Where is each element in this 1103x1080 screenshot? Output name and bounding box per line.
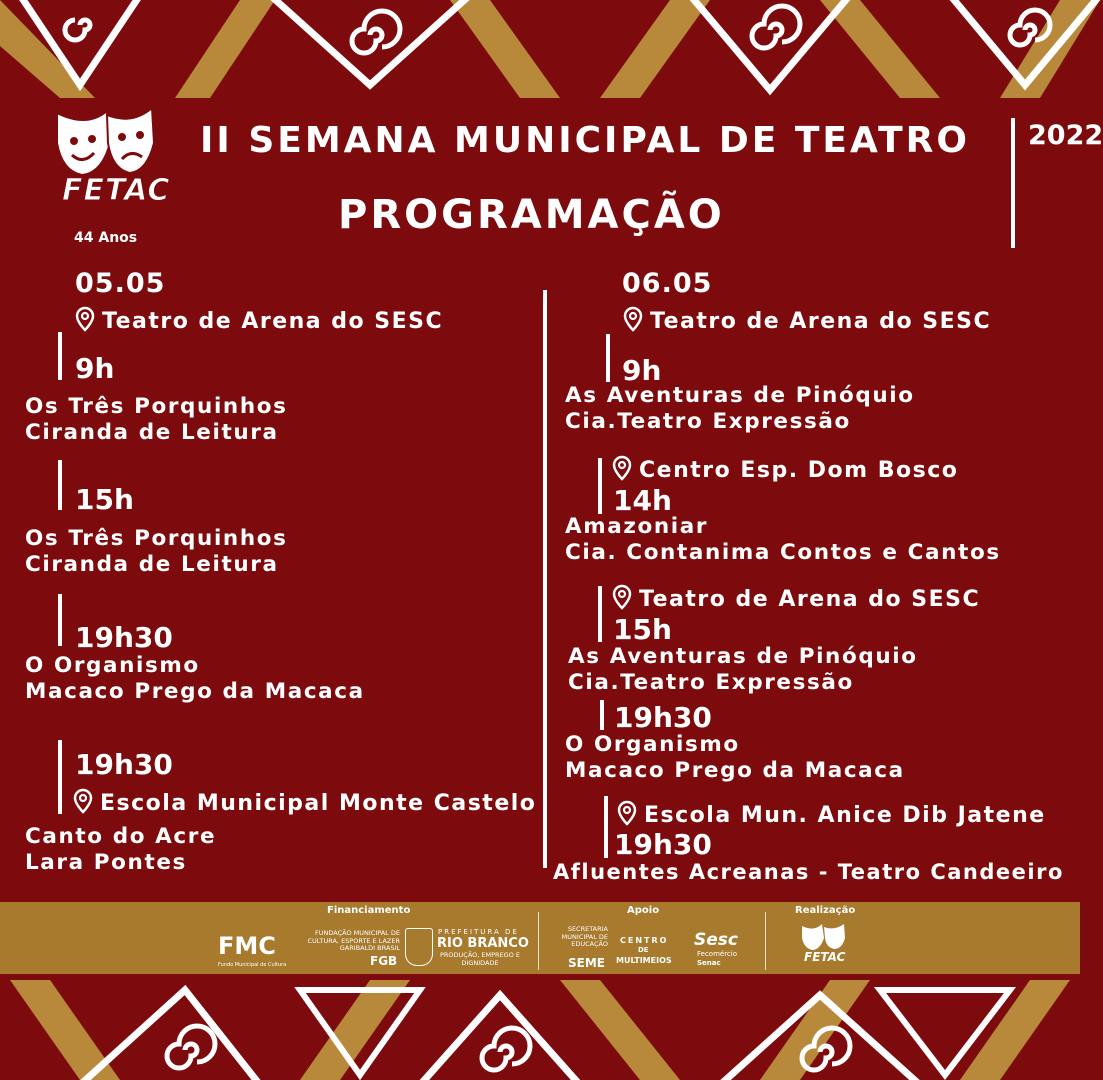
- venue-name: Teatro de Arena do SESC: [102, 309, 444, 334]
- event-venue: [616, 800, 1046, 828]
- realizacao-label: Realização: [795, 905, 856, 916]
- prefeitura-slogan: PRODUÇÃO, EMPREGO E DIGNIDADE: [439, 951, 521, 967]
- year-label: 2022: [1028, 120, 1103, 151]
- event-company: Macaco Prego da Macaca: [565, 758, 905, 783]
- event-company: Macaco Prego da Macaca: [25, 679, 365, 704]
- event-title: Os Três Porquinhos: [25, 394, 288, 419]
- fetac-logo: [52, 103, 171, 223]
- event-marker: [600, 700, 604, 730]
- venue-name: Escola Mun. Anice Dib Jatene: [644, 803, 1046, 828]
- page-title: II SEMANA MUNICIPAL DE TEATRO: [200, 120, 970, 161]
- event-company: Cia.Teatro Expressão: [568, 670, 854, 695]
- event-time: 9h: [622, 354, 662, 387]
- event-time: 15h: [613, 613, 672, 646]
- sponsor-band: [0, 902, 1080, 974]
- event-time: 9h: [75, 352, 115, 385]
- event-company: Cia. Contanima Contos e Cantos: [565, 540, 1001, 565]
- sesc-logo: Sesc: [694, 930, 738, 950]
- day1-date: 05.05: [75, 268, 166, 299]
- event-marker: [598, 586, 602, 642]
- event-time: 19h30: [75, 748, 173, 781]
- day2-date: 06.05: [622, 268, 713, 299]
- bottom-decorative-band: [0, 980, 1080, 1080]
- prefeitura-label: PREFEITURA DE: [438, 928, 519, 936]
- rio-branco-label: RIO BRANCO: [437, 936, 529, 951]
- event-title: Amazoniar: [565, 514, 709, 539]
- event-title: As Aventuras de Pinóquio: [568, 644, 918, 669]
- fmc-logo: FMC: [218, 932, 276, 960]
- year-divider: [1011, 118, 1015, 248]
- financiamento-label: Financiamento: [327, 905, 411, 916]
- event-company: Ciranda de Leitura: [25, 552, 279, 577]
- event-company: Lara Pontes: [25, 850, 187, 875]
- theatre-masks-icon: [800, 922, 848, 952]
- location-pin-icon: [611, 584, 633, 610]
- centro-de-label: DE: [638, 946, 649, 954]
- location-pin-icon: [616, 800, 638, 826]
- venue-name: Teatro de Arena do SESC: [650, 309, 992, 334]
- column-divider: [543, 290, 547, 868]
- event-time: 19h30: [614, 701, 712, 734]
- venue-name: Centro Esp. Dom Bosco: [639, 458, 959, 483]
- location-pin-icon: [622, 306, 644, 332]
- rio-branco-crest-icon: [405, 928, 433, 966]
- event-company: Ciranda de Leitura: [25, 420, 279, 445]
- event-title: Afluentes Acreanas - Teatro Candeeiro: [553, 860, 1064, 884]
- event-venue: [611, 584, 980, 612]
- event-venue: [72, 788, 536, 816]
- event-marker: [58, 594, 62, 646]
- seme-description: SECRETARIA MUNICIPAL DE EDUCAÇÃO: [561, 925, 608, 948]
- fgb-logo: FGB: [370, 954, 398, 968]
- top-decorative-band: [0, 0, 1080, 98]
- fetac-small-logo: [800, 922, 848, 970]
- event-title: Canto do Acre: [25, 824, 217, 849]
- seme-logo: SEME: [568, 956, 605, 970]
- day1-venue: [74, 306, 443, 334]
- location-pin-icon: [74, 306, 96, 332]
- event-title: O Organismo: [25, 653, 200, 678]
- event-marker: [604, 796, 608, 858]
- event-marker: [58, 740, 62, 814]
- venue-name: Teatro de Arena do SESC: [639, 587, 981, 612]
- event-title: O Organismo: [565, 732, 740, 757]
- event-marker: [606, 334, 610, 382]
- event-time: 19h30: [614, 828, 712, 861]
- centro-label: CENTRO: [620, 936, 669, 945]
- fecomercio-label: Fecomércio: [697, 950, 738, 958]
- event-time: 15h: [75, 483, 134, 516]
- fmc-subtitle: Fundo Municipal de Cultura: [218, 962, 287, 968]
- fgb-description: FUNDAÇÃO MUNICIPAL DE CULTURA, ESPORTE E LAZER GARIBALDI BRASIL: [307, 929, 400, 952]
- event-venue: [611, 455, 958, 483]
- location-pin-icon: [611, 455, 633, 481]
- venue-name: Escola Municipal Monte Castelo: [100, 791, 537, 816]
- multimeios-label: MULTIMEIOS: [616, 956, 672, 965]
- logo-years-label: 44 Anos: [74, 230, 138, 246]
- event-time: 14h: [613, 484, 672, 517]
- event-time: 19h30: [75, 621, 173, 654]
- event-marker: [58, 460, 62, 510]
- logo-wordmark: FETAC: [62, 173, 171, 208]
- location-pin-icon: [72, 788, 94, 814]
- event-marker: [58, 332, 62, 380]
- page-subtitle: PROGRAMAÇÃO: [338, 192, 725, 238]
- footer-divider: [765, 912, 766, 970]
- event-marker: [598, 458, 602, 514]
- event-company: Cia.Teatro Expressão: [565, 409, 851, 434]
- senac-label: Senac: [697, 959, 721, 967]
- apoio-label: Apoio: [627, 905, 660, 916]
- day2-venue: [622, 306, 991, 334]
- fetac-small-wordmark: FETAC: [804, 950, 846, 964]
- footer-divider: [538, 912, 539, 970]
- event-title: Os Três Porquinhos: [25, 526, 288, 551]
- event-title: As Aventuras de Pinóquio: [565, 383, 915, 408]
